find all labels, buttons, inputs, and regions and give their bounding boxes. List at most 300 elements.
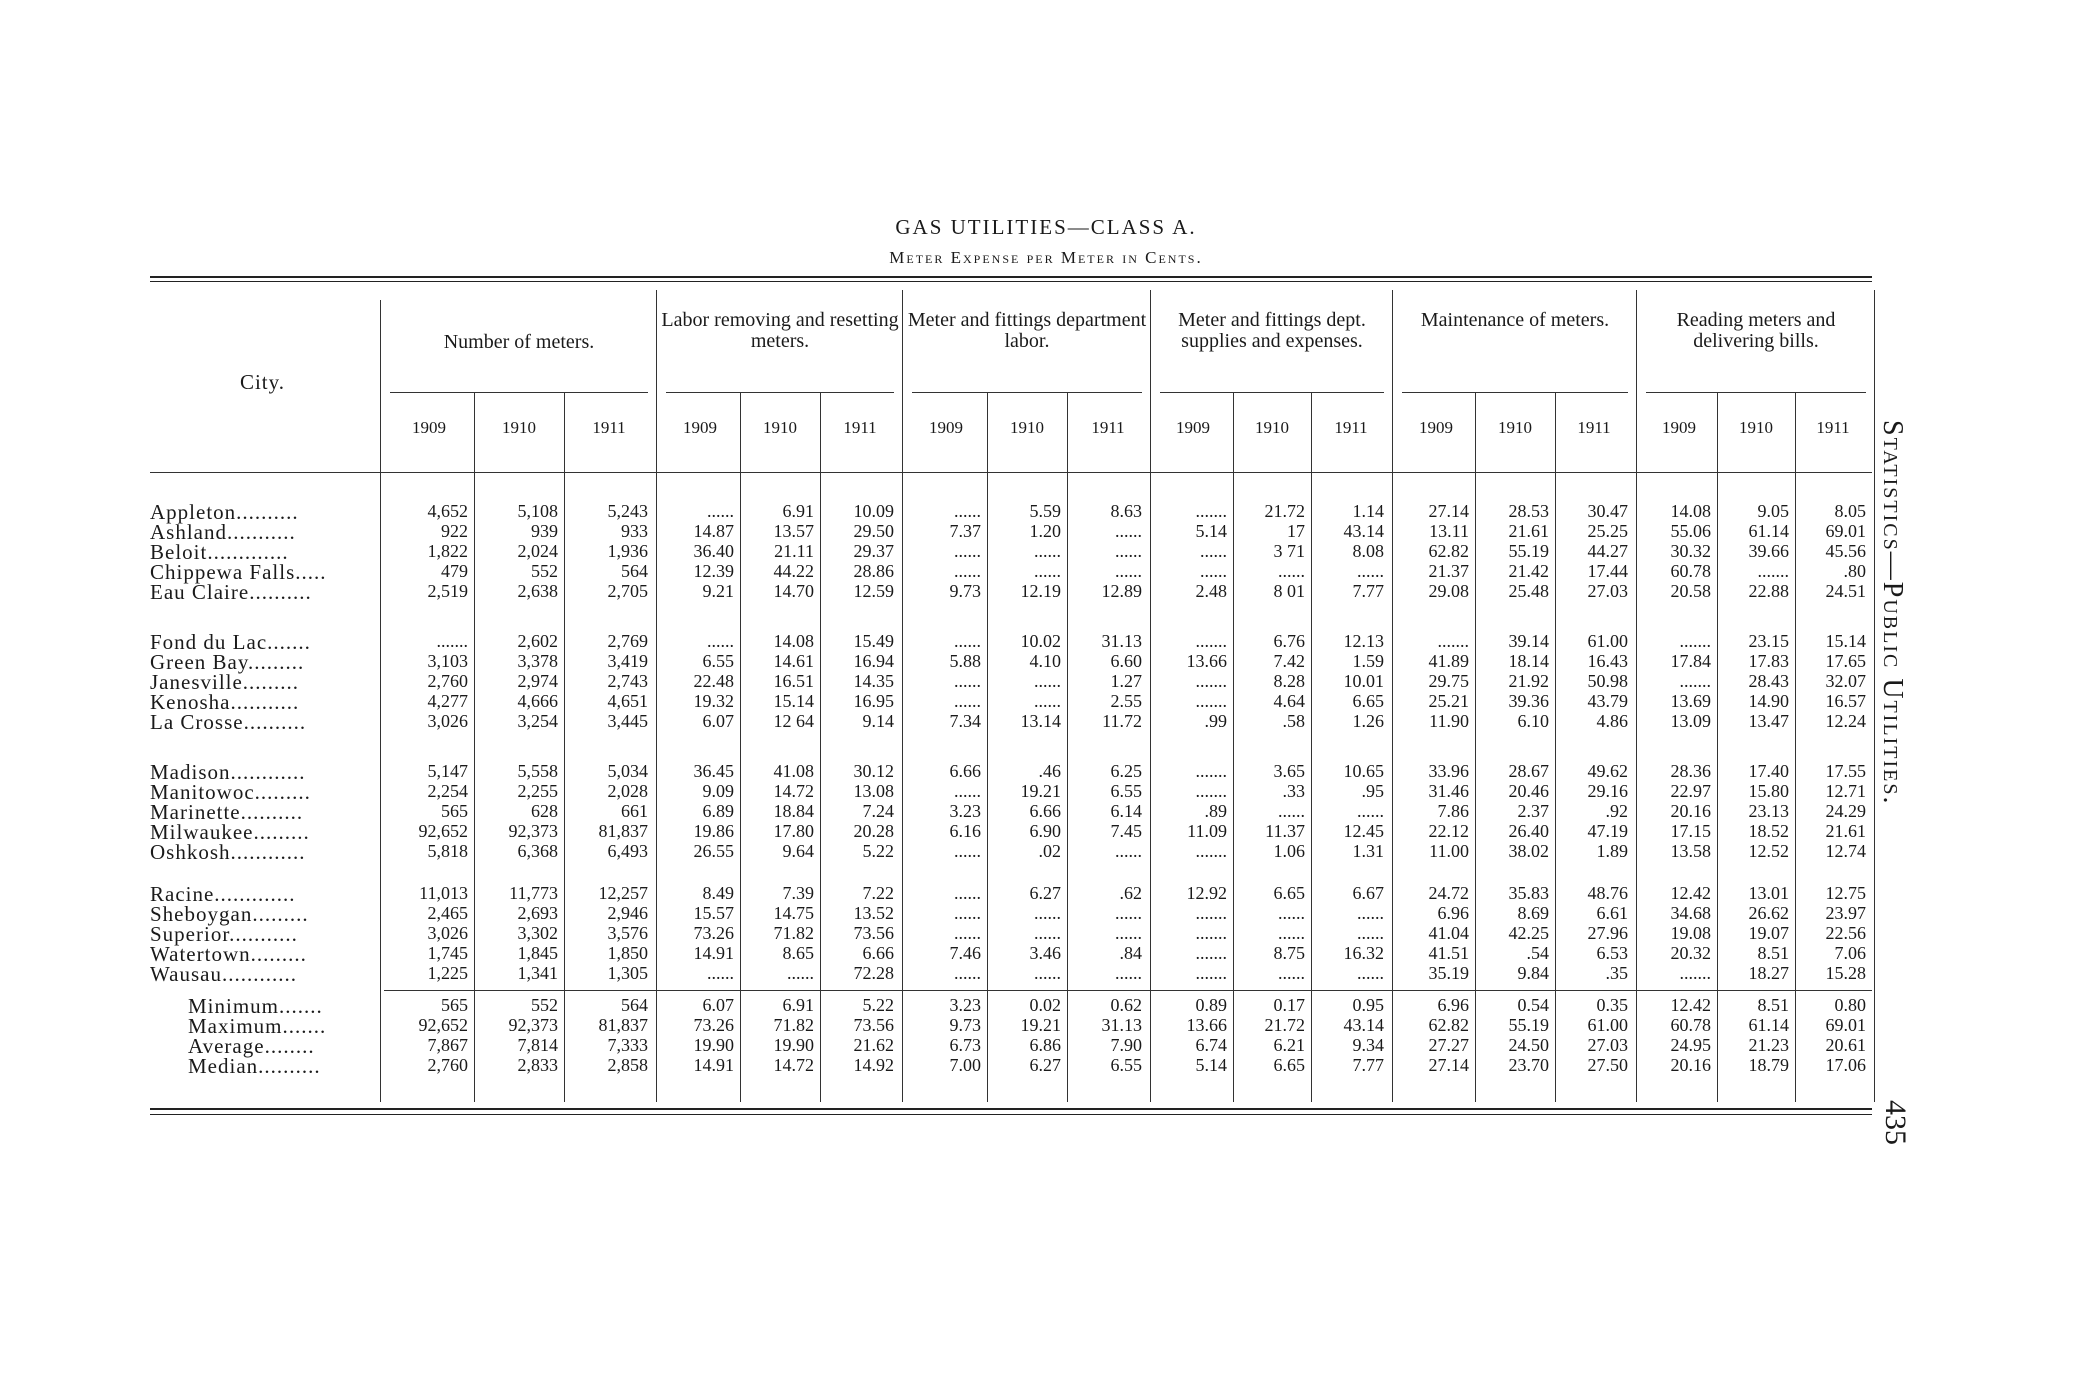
table-cell: 41.04 bbox=[1428, 923, 1469, 943]
table-cell: 8.49 bbox=[702, 883, 734, 903]
table-cell: 30.12 bbox=[853, 761, 894, 781]
table-cell: ....... bbox=[436, 631, 468, 651]
city-name: Average........ bbox=[188, 1034, 315, 1058]
table-cell: 19.86 bbox=[693, 821, 734, 841]
table-cell: 29.37 bbox=[853, 541, 894, 561]
table-cell: 3,576 bbox=[607, 923, 648, 943]
table-cell: 2,255 bbox=[517, 781, 558, 801]
table-cell: 13.66 bbox=[1186, 651, 1227, 671]
header-divider-line bbox=[150, 472, 1872, 473]
table-cell: ...... bbox=[707, 963, 734, 983]
table-cell: 19.32 bbox=[693, 691, 734, 711]
table-cell: 21.72 bbox=[1264, 1015, 1305, 1035]
city-name: Wausau............ bbox=[150, 962, 297, 986]
table-cell: 19.07 bbox=[1748, 923, 1789, 943]
table-cell: ...... bbox=[1200, 561, 1227, 581]
table-cell: 6.27 bbox=[1029, 883, 1061, 903]
table-cell: 6.96 bbox=[1437, 995, 1469, 1015]
table-cell: 18.84 bbox=[773, 801, 814, 821]
table-cell: 3,302 bbox=[517, 923, 558, 943]
table-cell: 14.75 bbox=[773, 903, 814, 923]
table-cell: 4,652 bbox=[427, 501, 468, 521]
table-cell: 73.56 bbox=[853, 1015, 894, 1035]
table-cell: 7.42 bbox=[1273, 651, 1305, 671]
table-cell: 22.12 bbox=[1428, 821, 1469, 841]
year-header: 1911 bbox=[1577, 418, 1611, 437]
table-cell: 11.00 bbox=[1429, 841, 1469, 861]
table-cell: 92,373 bbox=[508, 821, 558, 841]
table-cell: 12.39 bbox=[693, 561, 734, 581]
table-cell: 38.02 bbox=[1508, 841, 1549, 861]
table-cell: 27.03 bbox=[1587, 581, 1628, 601]
table-cell: 12,257 bbox=[598, 883, 648, 903]
table-cell: 2,946 bbox=[607, 903, 648, 923]
table-cell: 2,519 bbox=[427, 581, 468, 601]
table-cell: 5.22 bbox=[862, 841, 894, 861]
table-cell: 922 bbox=[441, 521, 468, 541]
table-cell: 15.49 bbox=[853, 631, 894, 651]
table-cell: 1,822 bbox=[427, 541, 468, 561]
table-cell: 12.92 bbox=[1186, 883, 1227, 903]
table-cell: 7.90 bbox=[1110, 1035, 1142, 1055]
table-cell: 3,026 bbox=[427, 711, 468, 731]
year-header: 1909 bbox=[1662, 418, 1696, 437]
table-cell: 14.72 bbox=[773, 1055, 814, 1075]
table-cell: 29.16 bbox=[1587, 781, 1628, 801]
table-cell: 12.71 bbox=[1825, 781, 1866, 801]
table-cell: ...... bbox=[954, 631, 981, 651]
table-cell: 5,147 bbox=[427, 761, 468, 781]
side-heading: Statistics—Public Utilities. bbox=[1877, 420, 1908, 806]
column-group-header: Maintenance of meters. bbox=[1420, 309, 1610, 331]
page-subtitle: Meter Expense per Meter in Cents. bbox=[889, 248, 1203, 267]
table-cell: 6.07 bbox=[702, 711, 734, 731]
table-cell: 47.19 bbox=[1587, 821, 1628, 841]
table-cell: ....... bbox=[1195, 631, 1227, 651]
table-cell: 28.36 bbox=[1670, 761, 1711, 781]
table-cell: 6.60 bbox=[1110, 651, 1142, 671]
table-cell: 5.88 bbox=[949, 651, 981, 671]
table-cell: 4.10 bbox=[1029, 651, 1061, 671]
table-cell: 6.66 bbox=[862, 943, 894, 963]
city-name: La Crosse.......... bbox=[150, 710, 307, 734]
table-cell: 7.06 bbox=[1834, 943, 1866, 963]
table-cell: 41.08 bbox=[773, 761, 814, 781]
table-cell: ...... bbox=[954, 883, 981, 903]
table-cell: 7.45 bbox=[1110, 821, 1142, 841]
year-header: 1909 bbox=[929, 418, 963, 437]
table-cell: 27.14 bbox=[1428, 1055, 1469, 1075]
bottom-rule-2 bbox=[150, 1114, 1872, 1115]
table-cell: 35.83 bbox=[1508, 883, 1549, 903]
table-cell: 1.31 bbox=[1352, 841, 1384, 861]
table-cell: 20.28 bbox=[853, 821, 894, 841]
top-rule-2 bbox=[150, 281, 1872, 282]
column-group-header: Reading meters and delivering bills. bbox=[1676, 309, 1836, 352]
table-cell: 939 bbox=[531, 521, 558, 541]
table-cell: 34.68 bbox=[1670, 903, 1711, 923]
table-cell: 9.34 bbox=[1352, 1035, 1384, 1055]
table-cell: 43.14 bbox=[1343, 521, 1384, 541]
table-cell: 6.90 bbox=[1029, 821, 1061, 841]
year-header: 1910 bbox=[763, 418, 797, 437]
table-cell: 41.51 bbox=[1428, 943, 1469, 963]
table-cell: 10.01 bbox=[1343, 671, 1384, 691]
table-cell: 17.83 bbox=[1748, 651, 1789, 671]
table-cell: 73.26 bbox=[693, 1015, 734, 1035]
table-cell: ...... bbox=[1278, 561, 1305, 581]
table-cell: 55.19 bbox=[1508, 1015, 1549, 1035]
year-header: 1910 bbox=[1739, 418, 1773, 437]
table-cell: 4,651 bbox=[607, 691, 648, 711]
table-cell: ....... bbox=[1195, 841, 1227, 861]
table-cell: 19.90 bbox=[693, 1035, 734, 1055]
table-cell: 20.46 bbox=[1508, 781, 1549, 801]
table-cell: 8.05 bbox=[1834, 501, 1866, 521]
table-cell: 44.27 bbox=[1587, 541, 1628, 561]
table-cell: 3,026 bbox=[427, 923, 468, 943]
table-cell: ...... bbox=[954, 963, 981, 983]
table-cell: ...... bbox=[954, 561, 981, 581]
table-cell: 564 bbox=[621, 995, 648, 1015]
table-cell: 10.09 bbox=[853, 501, 894, 521]
table-cell: 2,693 bbox=[517, 903, 558, 923]
table-cell: 3,378 bbox=[517, 651, 558, 671]
column-group-header: Number of meters. bbox=[443, 331, 595, 353]
table-cell: 14.08 bbox=[1670, 501, 1711, 521]
table-cell: 29.08 bbox=[1428, 581, 1469, 601]
table-cell: 18.52 bbox=[1748, 821, 1789, 841]
table-cell: 13.58 bbox=[1670, 841, 1711, 861]
table-cell: 21.61 bbox=[1508, 521, 1549, 541]
table-cell: 11.09 bbox=[1187, 821, 1227, 841]
table-cell: 9.73 bbox=[949, 1015, 981, 1035]
group-divider-line bbox=[1392, 290, 1393, 1102]
table-cell: 6.67 bbox=[1352, 883, 1384, 903]
table-cell: 479 bbox=[441, 561, 468, 581]
table-cell: 8.51 bbox=[1757, 943, 1789, 963]
table-cell: 12.59 bbox=[853, 581, 894, 601]
table-cell: 0.54 bbox=[1517, 995, 1549, 1015]
table-cell: 43.79 bbox=[1587, 691, 1628, 711]
table-cell: 27.03 bbox=[1587, 1035, 1628, 1055]
table-cell: ...... bbox=[954, 501, 981, 521]
table-cell: 43.14 bbox=[1343, 1015, 1384, 1035]
table-cell: 73.26 bbox=[693, 923, 734, 943]
table-cell: ...... bbox=[1278, 923, 1305, 943]
city-name: Manitowoc......... bbox=[150, 780, 311, 804]
table-cell: 16.43 bbox=[1587, 651, 1628, 671]
table-cell: 44.22 bbox=[773, 561, 814, 581]
table-cell: ....... bbox=[1679, 963, 1711, 983]
table-cell: .99 bbox=[1204, 711, 1227, 731]
table-cell: 28.43 bbox=[1748, 671, 1789, 691]
table-cell: .33 bbox=[1282, 781, 1305, 801]
table-cell: ...... bbox=[954, 781, 981, 801]
column-group-header: Meter and fittings dept. supplies and expenses. bbox=[1178, 309, 1366, 352]
table-cell: 2,024 bbox=[517, 541, 558, 561]
city-column-divider bbox=[380, 300, 381, 1102]
top-rule bbox=[150, 276, 1872, 278]
table-cell: 2.55 bbox=[1110, 691, 1142, 711]
table-cell: 7.46 bbox=[949, 943, 981, 963]
table-cell: ....... bbox=[1195, 691, 1227, 711]
table-cell: 1,225 bbox=[427, 963, 468, 983]
table-cell: 19.21 bbox=[1020, 781, 1061, 801]
table-cell: 13.52 bbox=[853, 903, 894, 923]
year-header: 1910 bbox=[502, 418, 536, 437]
table-cell: ....... bbox=[1195, 781, 1227, 801]
city-name: Racine............. bbox=[150, 882, 296, 906]
table-cell: ....... bbox=[1195, 923, 1227, 943]
table-cell: 0.17 bbox=[1273, 995, 1305, 1015]
table-cell: 12.89 bbox=[1101, 581, 1142, 601]
table-cell: ....... bbox=[1679, 671, 1711, 691]
table-cell: 21.62 bbox=[853, 1035, 894, 1055]
table-cell: 17.80 bbox=[773, 821, 814, 841]
table-cell: 27.14 bbox=[1428, 501, 1469, 521]
table-cell: 24.51 bbox=[1825, 581, 1866, 601]
city-name: Sheboygan......... bbox=[150, 902, 309, 926]
table-cell: 21.92 bbox=[1508, 671, 1549, 691]
table-cell: 628 bbox=[531, 801, 558, 821]
table-cell: .92 bbox=[1605, 801, 1628, 821]
city-name: Chippewa Falls..... bbox=[150, 560, 327, 584]
table-cell: 69.01 bbox=[1825, 521, 1866, 541]
table-cell: 6.66 bbox=[949, 761, 981, 781]
table-cell: 565 bbox=[441, 995, 468, 1015]
table-cell: 4,666 bbox=[517, 691, 558, 711]
table-cell: 1,845 bbox=[517, 943, 558, 963]
table-cell: 12 64 bbox=[773, 711, 814, 731]
table-cell: 6.21 bbox=[1273, 1035, 1305, 1055]
table-cell: 29.50 bbox=[853, 521, 894, 541]
table-cell: 1,745 bbox=[427, 943, 468, 963]
year-header: 1911 bbox=[1091, 418, 1125, 437]
table-cell: 6.61 bbox=[1596, 903, 1628, 923]
table-cell: 1,936 bbox=[607, 541, 648, 561]
table-cell: 45.56 bbox=[1825, 541, 1866, 561]
table-cell: 0.02 bbox=[1029, 995, 1061, 1015]
table-cell: 1.89 bbox=[1596, 841, 1628, 861]
table-cell: 6.55 bbox=[1110, 781, 1142, 801]
table-cell: 16.57 bbox=[1825, 691, 1866, 711]
table-cell: .58 bbox=[1282, 711, 1305, 731]
table-cell: 23.15 bbox=[1748, 631, 1789, 651]
table-cell: 13.14 bbox=[1020, 711, 1061, 731]
table-cell: 11,013 bbox=[419, 883, 468, 903]
table-cell: 7.24 bbox=[862, 801, 894, 821]
table-cell: .35 bbox=[1605, 963, 1628, 983]
table-cell: 14.92 bbox=[853, 1055, 894, 1075]
table-cell: ...... bbox=[1115, 923, 1142, 943]
table-cell: 61.14 bbox=[1748, 1015, 1789, 1035]
table-cell: 2,858 bbox=[607, 1055, 648, 1075]
table-cell: 30.47 bbox=[1587, 501, 1628, 521]
table-cell: 7.00 bbox=[949, 1055, 981, 1075]
table-cell: 13.01 bbox=[1748, 883, 1789, 903]
table-cell: 6.96 bbox=[1437, 903, 1469, 923]
table-cell: 39.14 bbox=[1508, 631, 1549, 651]
table-cell: ...... bbox=[1115, 521, 1142, 541]
table-cell: 2,974 bbox=[517, 671, 558, 691]
table-cell: 21.37 bbox=[1428, 561, 1469, 581]
table-cell: 564 bbox=[621, 561, 648, 581]
table-cell: 2,602 bbox=[517, 631, 558, 651]
table-cell: 32.07 bbox=[1825, 671, 1866, 691]
table-cell: 69.01 bbox=[1825, 1015, 1866, 1035]
table-cell: 6.65 bbox=[1352, 691, 1384, 711]
table-cell: 11.37 bbox=[1265, 821, 1305, 841]
table-cell: 13.66 bbox=[1186, 1015, 1227, 1035]
table-cell: 20.16 bbox=[1670, 801, 1711, 821]
table-cell: 3.46 bbox=[1029, 943, 1061, 963]
table-cell: 6.27 bbox=[1029, 1055, 1061, 1075]
table-cell: 92,652 bbox=[418, 1015, 468, 1035]
table-cell: 41.89 bbox=[1428, 651, 1469, 671]
table-cell: 22.97 bbox=[1670, 781, 1711, 801]
table-cell: 6.25 bbox=[1110, 761, 1142, 781]
table-cell: 24.50 bbox=[1508, 1035, 1549, 1055]
group-divider-line bbox=[656, 290, 657, 1102]
table-cell: 14.91 bbox=[693, 1055, 734, 1075]
table-cell: 21.72 bbox=[1264, 501, 1305, 521]
table-cell: ...... bbox=[707, 501, 734, 521]
table-cell: 1.59 bbox=[1352, 651, 1384, 671]
table-cell: 14.72 bbox=[773, 781, 814, 801]
city-name: Median.......... bbox=[188, 1054, 321, 1078]
year-header: 1911 bbox=[843, 418, 877, 437]
table-cell: 81,837 bbox=[598, 1015, 648, 1035]
table-cell: 22.56 bbox=[1825, 923, 1866, 943]
table-cell: .95 bbox=[1361, 781, 1384, 801]
table-cell: 6.76 bbox=[1273, 631, 1305, 651]
table-cell: 0.89 bbox=[1195, 995, 1227, 1015]
table-cell: 92,652 bbox=[418, 821, 468, 841]
table-cell: 19.21 bbox=[1020, 1015, 1061, 1035]
table-cell: 6.91 bbox=[782, 501, 814, 521]
table-cell: 28.86 bbox=[853, 561, 894, 581]
table-cell: 17.15 bbox=[1670, 821, 1711, 841]
city-column-header: City. bbox=[239, 370, 286, 394]
page-title: GAS UTILITIES—CLASS A. bbox=[895, 215, 1197, 239]
table-cell: 565 bbox=[441, 801, 468, 821]
table-cell: 39.66 bbox=[1748, 541, 1789, 561]
table-cell: 12.13 bbox=[1343, 631, 1384, 651]
table-cell: 71.82 bbox=[773, 1015, 814, 1035]
table-cell: 61.14 bbox=[1748, 521, 1789, 541]
table-cell: 26.55 bbox=[693, 841, 734, 861]
table-cell: 42.25 bbox=[1508, 923, 1549, 943]
table-cell: 1.06 bbox=[1273, 841, 1305, 861]
table-cell: 27.27 bbox=[1428, 1035, 1469, 1055]
table-cell: 6.53 bbox=[1596, 943, 1628, 963]
table-cell: 8.69 bbox=[1517, 903, 1549, 923]
table-cell: 3,103 bbox=[427, 651, 468, 671]
table-cell: 24.29 bbox=[1825, 801, 1866, 821]
table-cell: 5,034 bbox=[607, 761, 648, 781]
year-header: 1909 bbox=[1176, 418, 1210, 437]
table-cell: 6.74 bbox=[1195, 1035, 1227, 1055]
year-column-divider bbox=[564, 392, 565, 1102]
table-cell: 31.13 bbox=[1101, 631, 1142, 651]
table-cell: 62.82 bbox=[1428, 541, 1469, 561]
table-cell: 10.02 bbox=[1020, 631, 1061, 651]
table-cell: 13.09 bbox=[1670, 711, 1711, 731]
table-cell: 72.28 bbox=[853, 963, 894, 983]
table-cell: 2.37 bbox=[1517, 801, 1549, 821]
table-cell: 8.65 bbox=[782, 943, 814, 963]
table-cell: 24.95 bbox=[1670, 1035, 1711, 1055]
table-cell: 0.35 bbox=[1596, 995, 1628, 1015]
table-cell: 36.45 bbox=[693, 761, 734, 781]
table-cell: 28.67 bbox=[1508, 761, 1549, 781]
bottom-rule bbox=[150, 1108, 1872, 1110]
table-cell: ...... bbox=[954, 691, 981, 711]
table-cell: 16.51 bbox=[773, 671, 814, 691]
table-cell: 7.22 bbox=[862, 883, 894, 903]
table-cell: 21.42 bbox=[1508, 561, 1549, 581]
table-cell: 4.86 bbox=[1596, 711, 1628, 731]
table-cell: 7.34 bbox=[949, 711, 981, 731]
table-cell: 21.23 bbox=[1748, 1035, 1789, 1055]
table-cell: ...... bbox=[1034, 561, 1061, 581]
table-cell: ...... bbox=[954, 671, 981, 691]
table-cell: ....... bbox=[1757, 561, 1789, 581]
table-cell: 33.96 bbox=[1428, 761, 1469, 781]
table-cell: 14.90 bbox=[1748, 691, 1789, 711]
table-cell: 60.78 bbox=[1670, 1015, 1711, 1035]
table-cell: 16.95 bbox=[853, 691, 894, 711]
table-cell: 2,028 bbox=[607, 781, 648, 801]
year-header: 1911 bbox=[1334, 418, 1368, 437]
city-name: Maximum....... bbox=[188, 1014, 327, 1038]
city-name: Oshkosh............ bbox=[150, 840, 306, 864]
city-name: Beloit............. bbox=[150, 540, 289, 564]
table-cell: 2,705 bbox=[607, 581, 648, 601]
table-cell: 92,373 bbox=[508, 1015, 558, 1035]
table-cell: 14.70 bbox=[773, 581, 814, 601]
table-cell: 2,254 bbox=[427, 781, 468, 801]
year-header: 1910 bbox=[1010, 418, 1044, 437]
table-cell: 16.32 bbox=[1343, 943, 1384, 963]
table-cell: 2,465 bbox=[427, 903, 468, 923]
table-cell: ...... bbox=[787, 963, 814, 983]
table-cell: 9.84 bbox=[1517, 963, 1549, 983]
table-cell: 17.65 bbox=[1825, 651, 1866, 671]
table-cell: 8.08 bbox=[1352, 541, 1384, 561]
group-header-underline bbox=[666, 392, 894, 393]
table-cell: 12.42 bbox=[1670, 883, 1711, 903]
table-cell: 61.00 bbox=[1587, 1015, 1628, 1035]
table-cell: 15.14 bbox=[1825, 631, 1866, 651]
city-name: Superior........... bbox=[150, 922, 298, 946]
table-cell: ...... bbox=[1034, 671, 1061, 691]
table-cell: ....... bbox=[1679, 631, 1711, 651]
table-cell: 20.58 bbox=[1670, 581, 1711, 601]
table-cell: 7,867 bbox=[427, 1035, 468, 1055]
table-cell: 6.65 bbox=[1273, 883, 1305, 903]
table-cell: 12.19 bbox=[1020, 581, 1061, 601]
table-cell: ....... bbox=[1437, 631, 1469, 651]
table-cell: 5,558 bbox=[517, 761, 558, 781]
table-cell: 25.48 bbox=[1508, 581, 1549, 601]
table-cell: 2,833 bbox=[517, 1055, 558, 1075]
table-cell: 23.70 bbox=[1508, 1055, 1549, 1075]
city-name: Eau Claire.......... bbox=[150, 580, 312, 604]
table-cell: 6.86 bbox=[1029, 1035, 1061, 1055]
table-cell: 35.19 bbox=[1428, 963, 1469, 983]
